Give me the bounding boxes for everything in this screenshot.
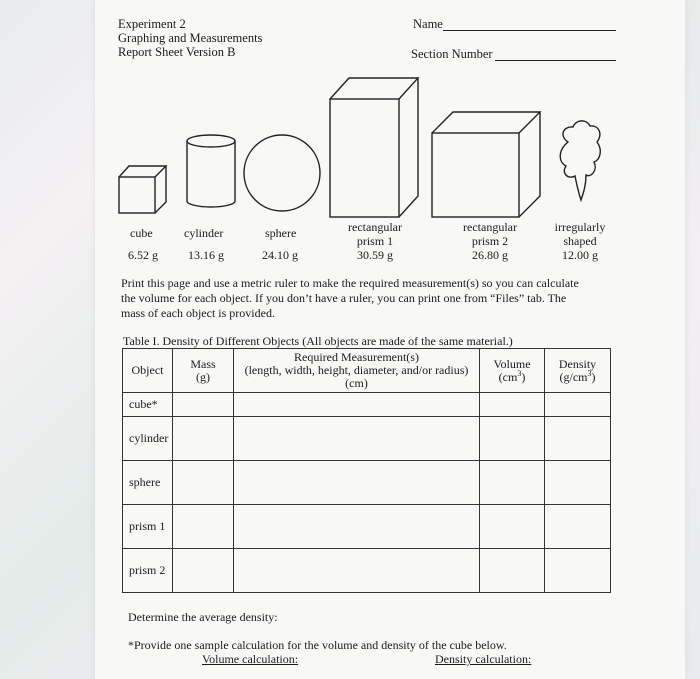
cell-volume[interactable]: [480, 417, 545, 461]
table-header-row: [123, 349, 611, 393]
instructions-line1: Print this page and use a metric ruler to make the required measurement(s) so you can calculate: [121, 276, 579, 290]
volume-unit-text: (cm: [498, 369, 518, 384]
cube-mass: 6.52 g: [128, 248, 158, 262]
header-density-line1: Density: [558, 356, 597, 371]
table-row: [123, 417, 611, 461]
irregular-shape-drawing: [560, 121, 600, 200]
header-required-measurements: [234, 349, 480, 393]
header-mass: [173, 349, 234, 393]
experiment-title: Graphing and Measurements: [118, 31, 263, 45]
cell-mass[interactable]: [173, 505, 234, 549]
cell-density[interactable]: [545, 393, 611, 417]
table-row: [123, 393, 611, 417]
instructions: [121, 276, 611, 321]
density-table: [122, 348, 611, 593]
header-mass-line2: (g): [196, 369, 210, 384]
prism-2-drawing: [432, 112, 540, 217]
density-unit-exponent: 3: [587, 368, 592, 378]
cell-measurements[interactable]: [234, 461, 480, 505]
cell-mass[interactable]: [173, 549, 234, 593]
prism-1-mass: 30.59 g: [357, 248, 393, 262]
density-calculation-label: Density calculation:: [435, 652, 532, 666]
row-label-cylinder: cylinder: [123, 417, 173, 461]
header-mass-line1: Mass: [190, 356, 216, 371]
header-volume-unit: [484, 368, 540, 384]
cell-measurements[interactable]: [234, 393, 480, 417]
average-density-prompt: Determine the average density:: [128, 610, 278, 624]
irregular-mass: 12.00 g: [562, 248, 598, 262]
table-row: [123, 461, 611, 505]
volume-unit-close: ): [521, 369, 526, 384]
table-caption: Table I. Density of Different Objects (All objects are made of the same material.): [123, 334, 513, 348]
cell-density[interactable]: [545, 549, 611, 593]
header-req-line2: (length, width, height, diameter, and/or radius): [244, 363, 469, 377]
cell-volume[interactable]: [480, 393, 545, 417]
irregular-label-line1: irregularly: [554, 220, 606, 234]
instructions-line3: mass of each object is provided.: [121, 306, 275, 320]
density-unit-close: ): [591, 369, 596, 384]
cube-label: cube: [130, 226, 153, 240]
header-volume-line1: Volume: [493, 356, 531, 371]
cube-drawing: [119, 166, 166, 213]
prism-2-label-line1: rectangular: [463, 220, 517, 234]
cell-measurements[interactable]: [234, 549, 480, 593]
density-unit-text: (g/cm: [559, 369, 588, 384]
cell-density[interactable]: [545, 417, 611, 461]
cell-volume[interactable]: [480, 461, 545, 505]
volume-unit-exponent: 3: [517, 368, 522, 378]
prism-1-label: [336, 220, 414, 262]
table-row: [123, 549, 611, 593]
cell-mass[interactable]: [173, 461, 234, 505]
header-volume: [480, 349, 545, 393]
instructions-line2: the volume for each object. If you don’t have a ruler, you can print one from “Files” tab. The: [121, 291, 567, 305]
prism-1-label-line1: rectangular: [348, 220, 402, 234]
row-label-sphere: sphere: [123, 461, 173, 505]
row-label-prism-2: prism 2: [123, 549, 173, 593]
cell-measurements[interactable]: [234, 417, 480, 461]
cell-volume[interactable]: [480, 549, 545, 593]
cell-mass[interactable]: [173, 417, 234, 461]
prism-1-drawing: [330, 78, 418, 217]
header-density: [545, 349, 611, 393]
cylinder-label: cylinder: [184, 226, 224, 240]
prism-2-label: [451, 220, 529, 262]
prism-1-label-line2: prism 1: [356, 234, 394, 248]
prism-2-mass: 26.80 g: [472, 248, 508, 262]
cylinder-drawing: [187, 135, 235, 207]
irregular-label: [545, 220, 615, 262]
sample-calculation-prompt: *Provide one sample calculation for the volume and density of the cube below.: [128, 638, 507, 652]
row-label-cube: cube*: [123, 393, 173, 417]
sphere-mass: 24.10 g: [262, 248, 298, 262]
experiment-number: Experiment 2: [118, 17, 186, 31]
cell-density[interactable]: [545, 461, 611, 505]
header-density-unit: [549, 368, 606, 384]
volume-calculation-label: Volume calculation:: [202, 652, 299, 666]
cylinder-mass: 13.16 g: [188, 248, 224, 262]
cell-measurements[interactable]: [234, 505, 480, 549]
table-row: [123, 505, 611, 549]
header-req-line3: (cm): [345, 376, 368, 390]
row-label-prism-1: prism 1: [123, 505, 173, 549]
report-version: Report Sheet Version B: [118, 45, 236, 59]
section-number-label: Section Number: [411, 47, 493, 61]
irregular-label-line2: shaped: [563, 234, 597, 248]
cell-density[interactable]: [545, 505, 611, 549]
name-label: Name: [413, 17, 443, 31]
object-drawings: [0, 0, 700, 220]
prism-2-label-line2: prism 2: [471, 234, 509, 248]
header-object: Object: [123, 349, 173, 393]
sphere-drawing: [244, 135, 320, 211]
cell-mass[interactable]: [173, 393, 234, 417]
sphere-label: sphere: [265, 226, 297, 240]
header-req-line1: Required Measurement(s): [294, 350, 419, 364]
cell-volume[interactable]: [480, 505, 545, 549]
